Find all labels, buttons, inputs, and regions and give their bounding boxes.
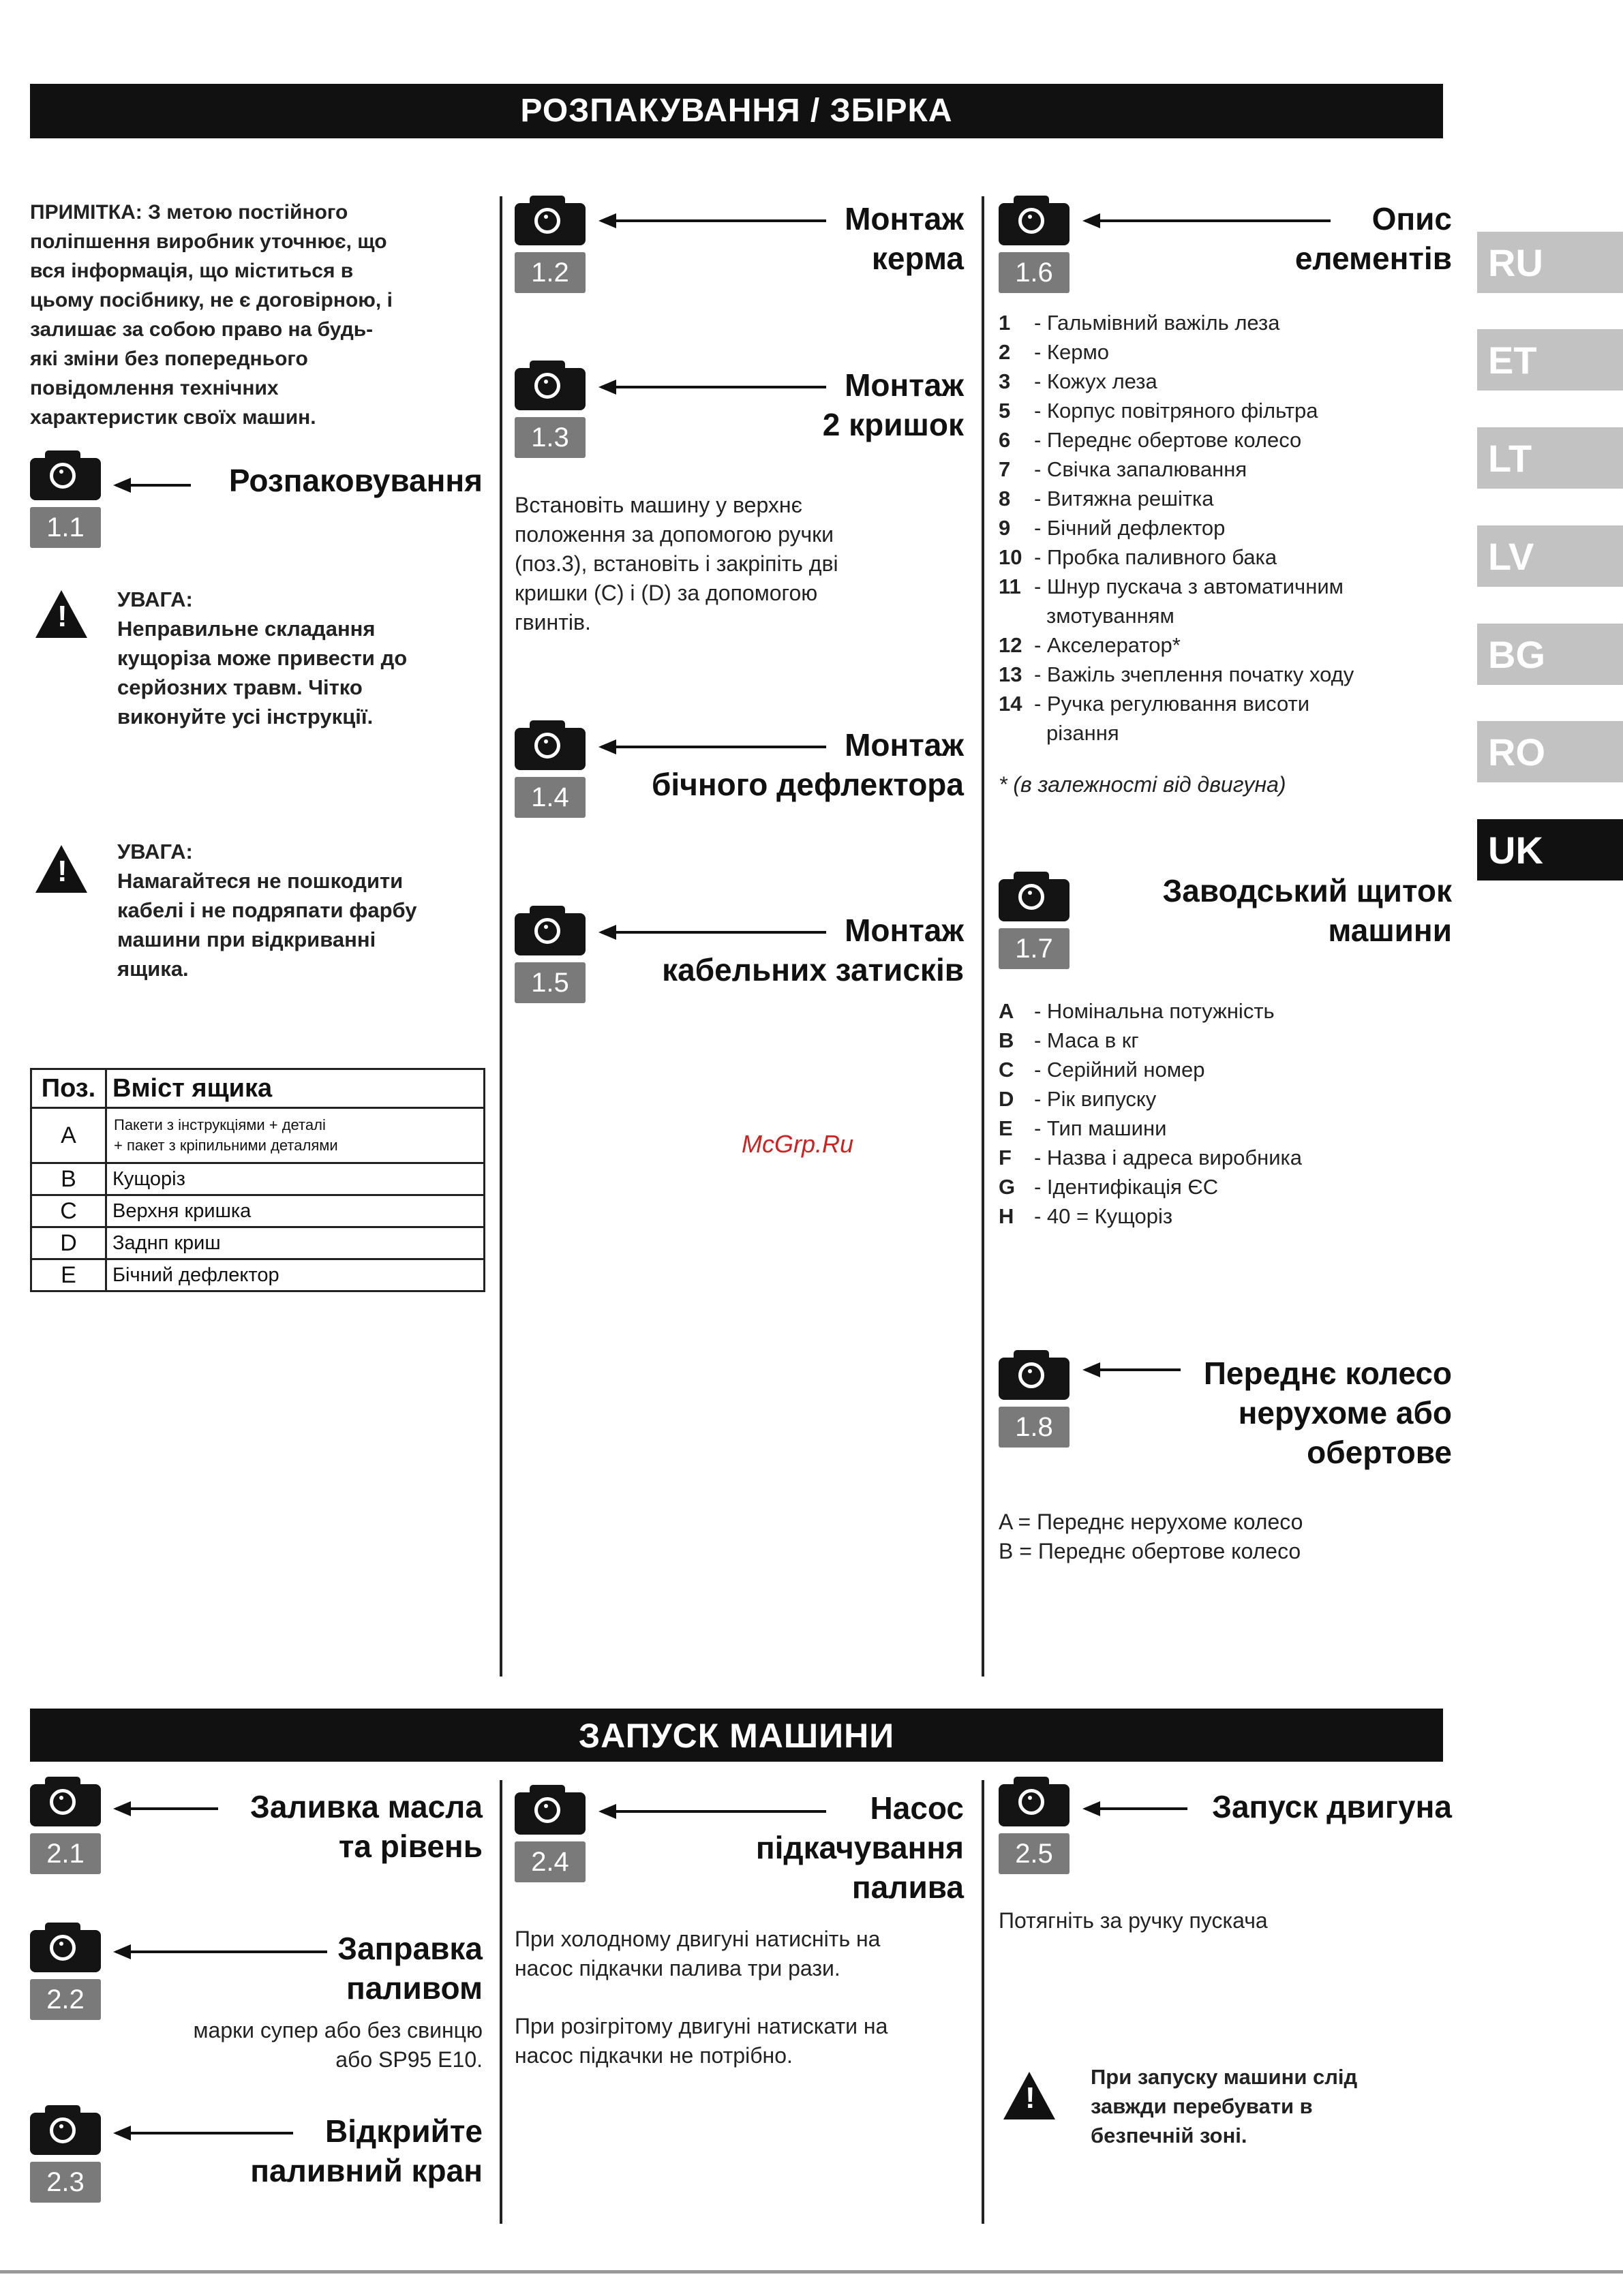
column-divider bbox=[500, 1780, 502, 2224]
arrow-icon bbox=[116, 1807, 218, 1810]
list-item: змотуванням bbox=[1046, 604, 1174, 628]
step-number: 1.8 bbox=[999, 1407, 1070, 1448]
section-title-start: ЗАПУСК МАШИНИ bbox=[30, 1709, 1443, 1762]
camera-icon bbox=[515, 913, 586, 955]
list-item: H - 40 = Кущоріз bbox=[999, 1204, 1173, 1228]
step-description: При холодному двигуні натисніть на насос підкачки палива три рази. bbox=[515, 1927, 881, 1980]
table-cell: Бічний дефлектор bbox=[106, 1259, 485, 1291]
table-cell: C bbox=[31, 1195, 106, 1227]
step-title: Монтаж бічного дефлектора bbox=[651, 727, 964, 802]
list-item: 5 - Корпус повітряного фільтра bbox=[999, 399, 1318, 423]
step-number: 1.3 bbox=[515, 417, 586, 458]
list-item: B - Маса в кг bbox=[999, 1028, 1139, 1052]
list-item: C - Серійний номер bbox=[999, 1058, 1205, 1082]
list-item: 10 - Пробка паливного бака bbox=[999, 545, 1277, 569]
step-number: 2.2 bbox=[30, 1979, 101, 2020]
table-row bbox=[31, 1227, 485, 1259]
list-item: 6 - Переднє обертове колесо bbox=[999, 428, 1302, 452]
camera-icon bbox=[30, 458, 101, 500]
plate-list bbox=[999, 996, 1462, 1231]
language-tab-bg[interactable]: BG bbox=[1477, 624, 1623, 685]
table-cell: D bbox=[31, 1227, 106, 1259]
step-number: 2.3 bbox=[30, 2162, 101, 2203]
table-header bbox=[31, 1069, 485, 1108]
step-title: Монтаж 2 кришок bbox=[822, 367, 964, 442]
parts-list bbox=[999, 308, 1462, 748]
list-item: 9 - Бічний дефлектор bbox=[999, 516, 1226, 540]
step-title: Заводський щиток машини bbox=[1162, 873, 1452, 948]
step-title: Опис елементів bbox=[1294, 201, 1452, 276]
step-description: Встановіть машину у верхнє положення за допомогою ручки (поз.3), встановіть і закріпіть дві кришки (C) і (D) за допомогою гвинтів. bbox=[515, 493, 838, 634]
list-item: 7 - Свічка запалювання bbox=[999, 457, 1247, 481]
table-row bbox=[31, 1195, 485, 1227]
warning-icon: ! bbox=[35, 845, 87, 893]
step-number: 2.4 bbox=[515, 1841, 586, 1882]
list-item: 8 - Витяжна решітка bbox=[999, 487, 1214, 510]
step-number: 2.5 bbox=[999, 1833, 1070, 1874]
step-description: марки супер або без свинцю або SP95 E10. bbox=[193, 2018, 483, 2072]
list-item: F - Назва і адреса виробника bbox=[999, 1146, 1303, 1169]
list-item: 14 - Ручка регулювання висоти bbox=[999, 692, 1310, 716]
camera-icon bbox=[999, 1784, 1070, 1826]
list-item: різання bbox=[1046, 721, 1119, 745]
language-tab-uk[interactable]: UK bbox=[1477, 819, 1623, 881]
section-title-unpacking: РОЗПАКУВАННЯ / ЗБІРКА bbox=[30, 84, 1443, 138]
camera-icon bbox=[515, 203, 586, 245]
wheel-description: A = Переднє нерухоме колесо B = Переднє обертове колесо bbox=[999, 1510, 1303, 1563]
page-bottom-rule bbox=[0, 2270, 1623, 2274]
table-row bbox=[31, 1108, 485, 1163]
step-number: 1.5 bbox=[515, 962, 586, 1003]
step-description: Потягніть за ручку пускача bbox=[999, 1908, 1268, 1933]
camera-icon bbox=[30, 2113, 101, 2155]
arrow-icon bbox=[116, 484, 191, 487]
column-divider bbox=[500, 196, 502, 1677]
step-title: Запуск двигуна bbox=[1212, 1789, 1452, 1824]
step-title: Насос підкачування палива bbox=[755, 1790, 964, 1905]
table-cell: B bbox=[31, 1163, 106, 1195]
camera-icon bbox=[999, 879, 1070, 921]
list-item: 2 - Кермо bbox=[999, 340, 1110, 364]
table-cell: Пакети з інструкціями + деталі + пакет з кріпильними деталями bbox=[106, 1108, 485, 1163]
warning-text: УВАГА: Неправильне складання кущоріза може привести до серйозних травм. Чітко виконуйте усі інструкції. bbox=[117, 587, 408, 729]
table-row bbox=[31, 1259, 485, 1291]
watermark: McGrp.Ru bbox=[742, 1130, 854, 1158]
step-number: 1.1 bbox=[30, 507, 101, 548]
step-number: 1.6 bbox=[999, 252, 1070, 293]
warning-icon: ! bbox=[1003, 2072, 1055, 2119]
language-tab-lt[interactable]: LT bbox=[1477, 427, 1623, 489]
warning-text: При запуску машини слід завжди перебувати в безпечній зоні. bbox=[1091, 2065, 1358, 2147]
list-item: 11 - Шнур пускача з автоматичним bbox=[999, 575, 1344, 598]
list-item: 13 - Важіль зчеплення початку ходу bbox=[999, 662, 1354, 686]
step-number: 2.1 bbox=[30, 1833, 101, 1874]
camera-icon bbox=[515, 728, 586, 770]
step-number: 1.4 bbox=[515, 777, 586, 818]
step-number: 1.2 bbox=[515, 252, 586, 293]
language-tab-ru[interactable]: RU bbox=[1477, 232, 1623, 293]
box-contents-table bbox=[30, 1068, 485, 1292]
warning-text: УВАГА: Намагайтеся не пошкодити кабелі і не подряпати фарбу машини при відкриванні ящика. bbox=[117, 840, 417, 981]
step-title: Заливка масла та рівень bbox=[250, 1789, 483, 1864]
camera-icon bbox=[999, 1358, 1070, 1400]
list-item: 3 - Кожух леза bbox=[999, 369, 1157, 393]
step-title: Монтаж кабельних затисків bbox=[662, 913, 964, 988]
step-title: Заправка паливом bbox=[337, 1931, 483, 2006]
table-cell: A bbox=[31, 1108, 106, 1163]
note-text: ПРИМІТКА: З метою постійного поліпшення виробник уточнює, що вся інформація, що міститься в цьому посібнику, не є договірною, і залишає за собою право на будь- які зміни без попереднього повідомлення технічних характеристик своїх машин. bbox=[30, 201, 393, 429]
column-divider bbox=[982, 196, 984, 1677]
step-description: При розігрітому двигуні натискати на насос підкачки не потрібно. bbox=[515, 2014, 888, 2068]
camera-icon bbox=[515, 1792, 586, 1835]
list-item: E - Тип машини bbox=[999, 1116, 1167, 1140]
table-row bbox=[31, 1163, 485, 1195]
column-divider bbox=[982, 1780, 984, 2224]
list-item: G - Ідентифікація ЄС bbox=[999, 1175, 1219, 1199]
table-header-cell: Поз. bbox=[31, 1069, 106, 1108]
table-cell: Кущоріз bbox=[106, 1163, 485, 1195]
camera-icon bbox=[515, 368, 586, 410]
step-number: 1.7 bbox=[999, 928, 1070, 969]
language-tab-lv[interactable]: LV bbox=[1477, 525, 1623, 587]
step-title: Відкрийте паливний кран bbox=[250, 2113, 483, 2188]
camera-icon bbox=[30, 1930, 101, 1972]
language-tab-ro[interactable]: RO bbox=[1477, 721, 1623, 782]
table-cell: E bbox=[31, 1259, 106, 1291]
table-cell: Заднп криш bbox=[106, 1227, 485, 1259]
list-item: 12 - Акселератор* bbox=[999, 633, 1181, 657]
warning-icon: ! bbox=[35, 590, 87, 638]
step-title: Монтаж керма bbox=[845, 201, 964, 276]
step-title: Розпаковування bbox=[228, 463, 483, 498]
camera-icon bbox=[30, 1784, 101, 1826]
list-item: 1 - Гальмівний важіль леза bbox=[999, 311, 1280, 335]
parts-footnote: * (в залежності від двигуна) bbox=[999, 772, 1286, 797]
list-item: A - Номінальна потужність bbox=[999, 999, 1275, 1023]
camera-icon bbox=[999, 203, 1070, 245]
list-item: D - Рік випуску bbox=[999, 1087, 1157, 1111]
language-tab-et[interactable]: ET bbox=[1477, 329, 1623, 391]
step-title: Переднє колесо нерухоме або обертове bbox=[1203, 1356, 1452, 1470]
table-cell: Верхня кришка bbox=[106, 1195, 485, 1227]
table-header-cell: Вміст ящика bbox=[106, 1069, 485, 1108]
